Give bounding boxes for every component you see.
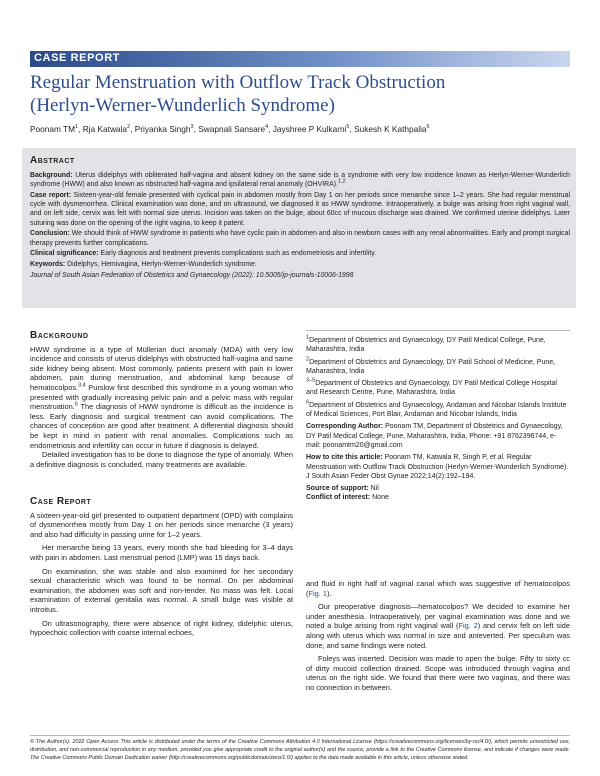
figure-1-link[interactable]: Fig. 1	[308, 588, 327, 598]
license-footer: © The Author(s). 2022 Open Access This article is distributed under the terms of the Creative Commons Attribution 4.0 International License (https://creativecommons.org/licenses/by-nc/4.0/), which permits unrestricted use, distribution, and non-commercial reproduction in any medium, provided you give appropriate credit to the original author(s) and the source, provide a link to the Creative Commons license, and indicate if changes were made. The Creative Commons Public Domain Dedication waiver (http://creativecommons.org/publicdomain/zero/1.0/) applies to the data made available in this article, unless otherwise stated.	[30, 739, 570, 761]
case-paragraph-6: Our preoperative diagnosis—hematocolpos? We decided to examine her under anesthesia. Intraoperatively, per vaginal examination was done and we noted a bulge arising from right vaginal wall (Fig. 2) and cervix felt on left side along with uterus which was normal in size and anteverted. Per speculum was done, and same findings were noted.	[306, 602, 570, 650]
author-sup: 4	[265, 124, 269, 131]
author-sup: 3	[190, 124, 194, 131]
author-name: Priyanka Singh	[134, 124, 191, 134]
case-report-continued	[306, 579, 570, 693]
section-banner	[30, 51, 570, 67]
background-paragraph-1: HWW syndrome is a type of Müllerian duct anomaly (MDA) with very low incidence and consists of uterus didelphys with obstructed half-vagina and same side kidney being absent. Most commonly, patients present with pain in lower abdomen, pain during menstruation, and abdominal lump because of hematocolpos.$^{3,4}$ Purslow first described this syndrome in a young woman who presented with gradually increasing pelvic pain and a pelvic mass with regular menstruation.$^5$ The diagnosis of HWW syndrome is difficult as the incidence is less. Early diagnosis and surgical treatment can avoid complications. The chances of conception are good after treatment. A differential diagnosis should be kept in mind in patient with renal anomalies. Complications such as endometriosis and infertility can occur in future if diagnosis is delayed.	[30, 344, 293, 450]
case-report-section	[30, 497, 293, 638]
case-paragraph-3: On examination, she was stable and also examined for her secondary sexual characteristic which was found to be normal. On per abdominal examination, the abdomen was soft and non-tender. No mass was felt. Local examination of external genitalia was normal. A small bulge was visible at introitus.	[30, 566, 293, 614]
section-label: CASE REPORT	[34, 52, 121, 64]
affiliation: $^{3-5}$Department of Obstetrics and Gynaecology, DY Patil Medical College Hospital and Research Centre, Pune, Maharashtra, India	[306, 377, 557, 397]
journal-citation: Journal of South Asian Federation of Obstetrics and Gynaecology (2022): 10.5005/jp-journals-10006-1998	[30, 272, 354, 279]
abstract-background: Background: Uterus didelphys with obliterated half-vagina and absent kidney on the same side is a syndrome with very low incidence known as Herlyn-Werner-Wunderlich syndrome (HWW) and also known as obstructed half-vagina and ipsilateral renal anomaly (OHVIRA).$^{1,2}$	[30, 172, 570, 189]
figure-2-link[interactable]: Fig. 2	[458, 621, 478, 631]
article-info	[306, 336, 570, 506]
author-sup: 6	[426, 124, 430, 131]
author-name: Swapnali Sansare	[198, 124, 266, 134]
affiliation: $^1$Department of Obstetrics and Gynaecology, DY Patil Medical College, Pune, Maharashtra, India	[306, 334, 546, 354]
background-paragraph-2: Detailed investigation has to be done to diagnose the type of anomaly. When a definitive diagnosis is concluded, many treatments are available.	[30, 450, 293, 469]
source-of-support: Source of support: Nil	[306, 485, 379, 493]
author-sup: 2	[127, 124, 131, 131]
author-sup: 1	[75, 124, 79, 131]
article-title	[30, 71, 570, 117]
case-paragraph-1: A sixteen-year-old girl presented to outpatient department (OPD) with complains of dysmenorrhea mostly from Day 1 on her periods since menarche (3 years) and also had difficulty in passing urine for 1–2 years.	[30, 510, 293, 539]
how-to-cite: How to cite this article: Poonam TM, Katwala R, Singh P, et al. Regular Menstruation with Outflow Track Obstruction (Herlyn-Werner-Wunderlich Syndrome). J South Asian Feder Obst Gynae 2022;14(2):192–194.	[306, 454, 569, 480]
conflict-of-interest: Conflict of interest: None	[306, 494, 389, 502]
affiliation-divider	[306, 330, 570, 331]
case-paragraph-4: On ultrasonography, there were absence of right kidney, didelphic uterus, hypoechoic collection with coarse internal echoes,	[30, 618, 293, 638]
case-paragraph-7: Foleys was inserted. Decision was made to open the bulge. Fifty to sixty cc of dirty mucoid collection drained. Scope was introduced through vagina and uterus on the right side. We found that there were two vaginas, and there was no connection in between.	[306, 654, 570, 692]
case-report-heading: Case Report	[30, 496, 92, 507]
footer-divider	[30, 735, 570, 736]
corresponding-author: Corresponding Author: Poonam TM, Department of Obstetrics and Gynaecology, DY Patil Medical College, Pune, Maharashtra, India, Phone: +91 8762396744, e-mail: poonamtm20@gmail.com	[306, 423, 563, 449]
abstract-body	[30, 171, 570, 282]
abstract-heading: Abstract	[30, 155, 75, 166]
abstract-keywords: Keywords: Didelphys, Hemivagina, Herlyn-Werner-Wunderlich syndrome.	[30, 261, 257, 269]
title-line-1: Regular Menstruation with Outflow Track Obstruction	[30, 72, 446, 93]
author-name: Jayshree P Kulkarni	[272, 124, 347, 134]
background-heading: Background	[30, 330, 89, 341]
abstract-case: Case report: Sixteen-year-old female presented with cyclical pain in abdomen mostly from Day 1 on her periods since menarche since 1–2 years. She had regular menstrual cycle with dysmenorrhea. Clinical examination was done, and on ultrasound, we diagnosed it as HWW syndrome. Intraoperatively, a bulge was arising from right vaginal wall, and on left side, cervix was felt with normal size uterus. Incision was taken on the bulge, about 60cc of mucous discharge was drained. We confirmed uterine didelphys. Later suturing was done on the opening of the right vagina, to keep it patent.	[30, 192, 571, 227]
author-name: Poonam TM	[30, 124, 76, 134]
author-name: Sukesh K Kathpalia	[354, 124, 427, 134]
affiliation: $^2$Department of Obstetrics and Gynaecology, DY Patil School of Medicine, Pune, Maharashtra, India	[306, 356, 556, 375]
author-sup: 5	[346, 124, 350, 131]
case-paragraph-5: and fluid in right half of vaginal canal which was suggestive of hematocolpos (Fig. 1).	[306, 579, 570, 598]
abstract-significance: Clinical significance: Early diagnosis and treatment prevents complications such as endometriosis and infertility.	[30, 250, 377, 258]
author-name: Rja Katwala	[82, 124, 128, 134]
background-section	[30, 331, 293, 469]
affiliation: $^6$Department of Obstetrics and Gynaecology, Andaman and Nicobar Islands Institute of Medical Sciences, Port Blair, Andaman and Nicobar Islands, India	[306, 399, 567, 419]
abstract-conclusion: Conclusion: We should think of HWW syndrome in patients who have cyclic pain in abdomen and also in newborn cases with any renal abnormalities. Early and prompt surgical therapy prevents further complications.	[30, 230, 570, 247]
author-list: Poonam $TM^1$, Rja Katwala$^2$, Priyanka Singh$^3$, Swapnali Sansare$^4$, Jayshree P Kulkarni$^5$, Sukesh K Kathpalia$^6$	[30, 124, 430, 134]
case-paragraph-2: Her menarche being 13 years, every month she had bleeding for 3–4 days with pain in abdomen. Last menstrual period (LMP) was 15 days back.	[30, 543, 293, 562]
title-line-2: (Herlyn-Werner-Wunderlich Syndrome)	[30, 95, 335, 116]
